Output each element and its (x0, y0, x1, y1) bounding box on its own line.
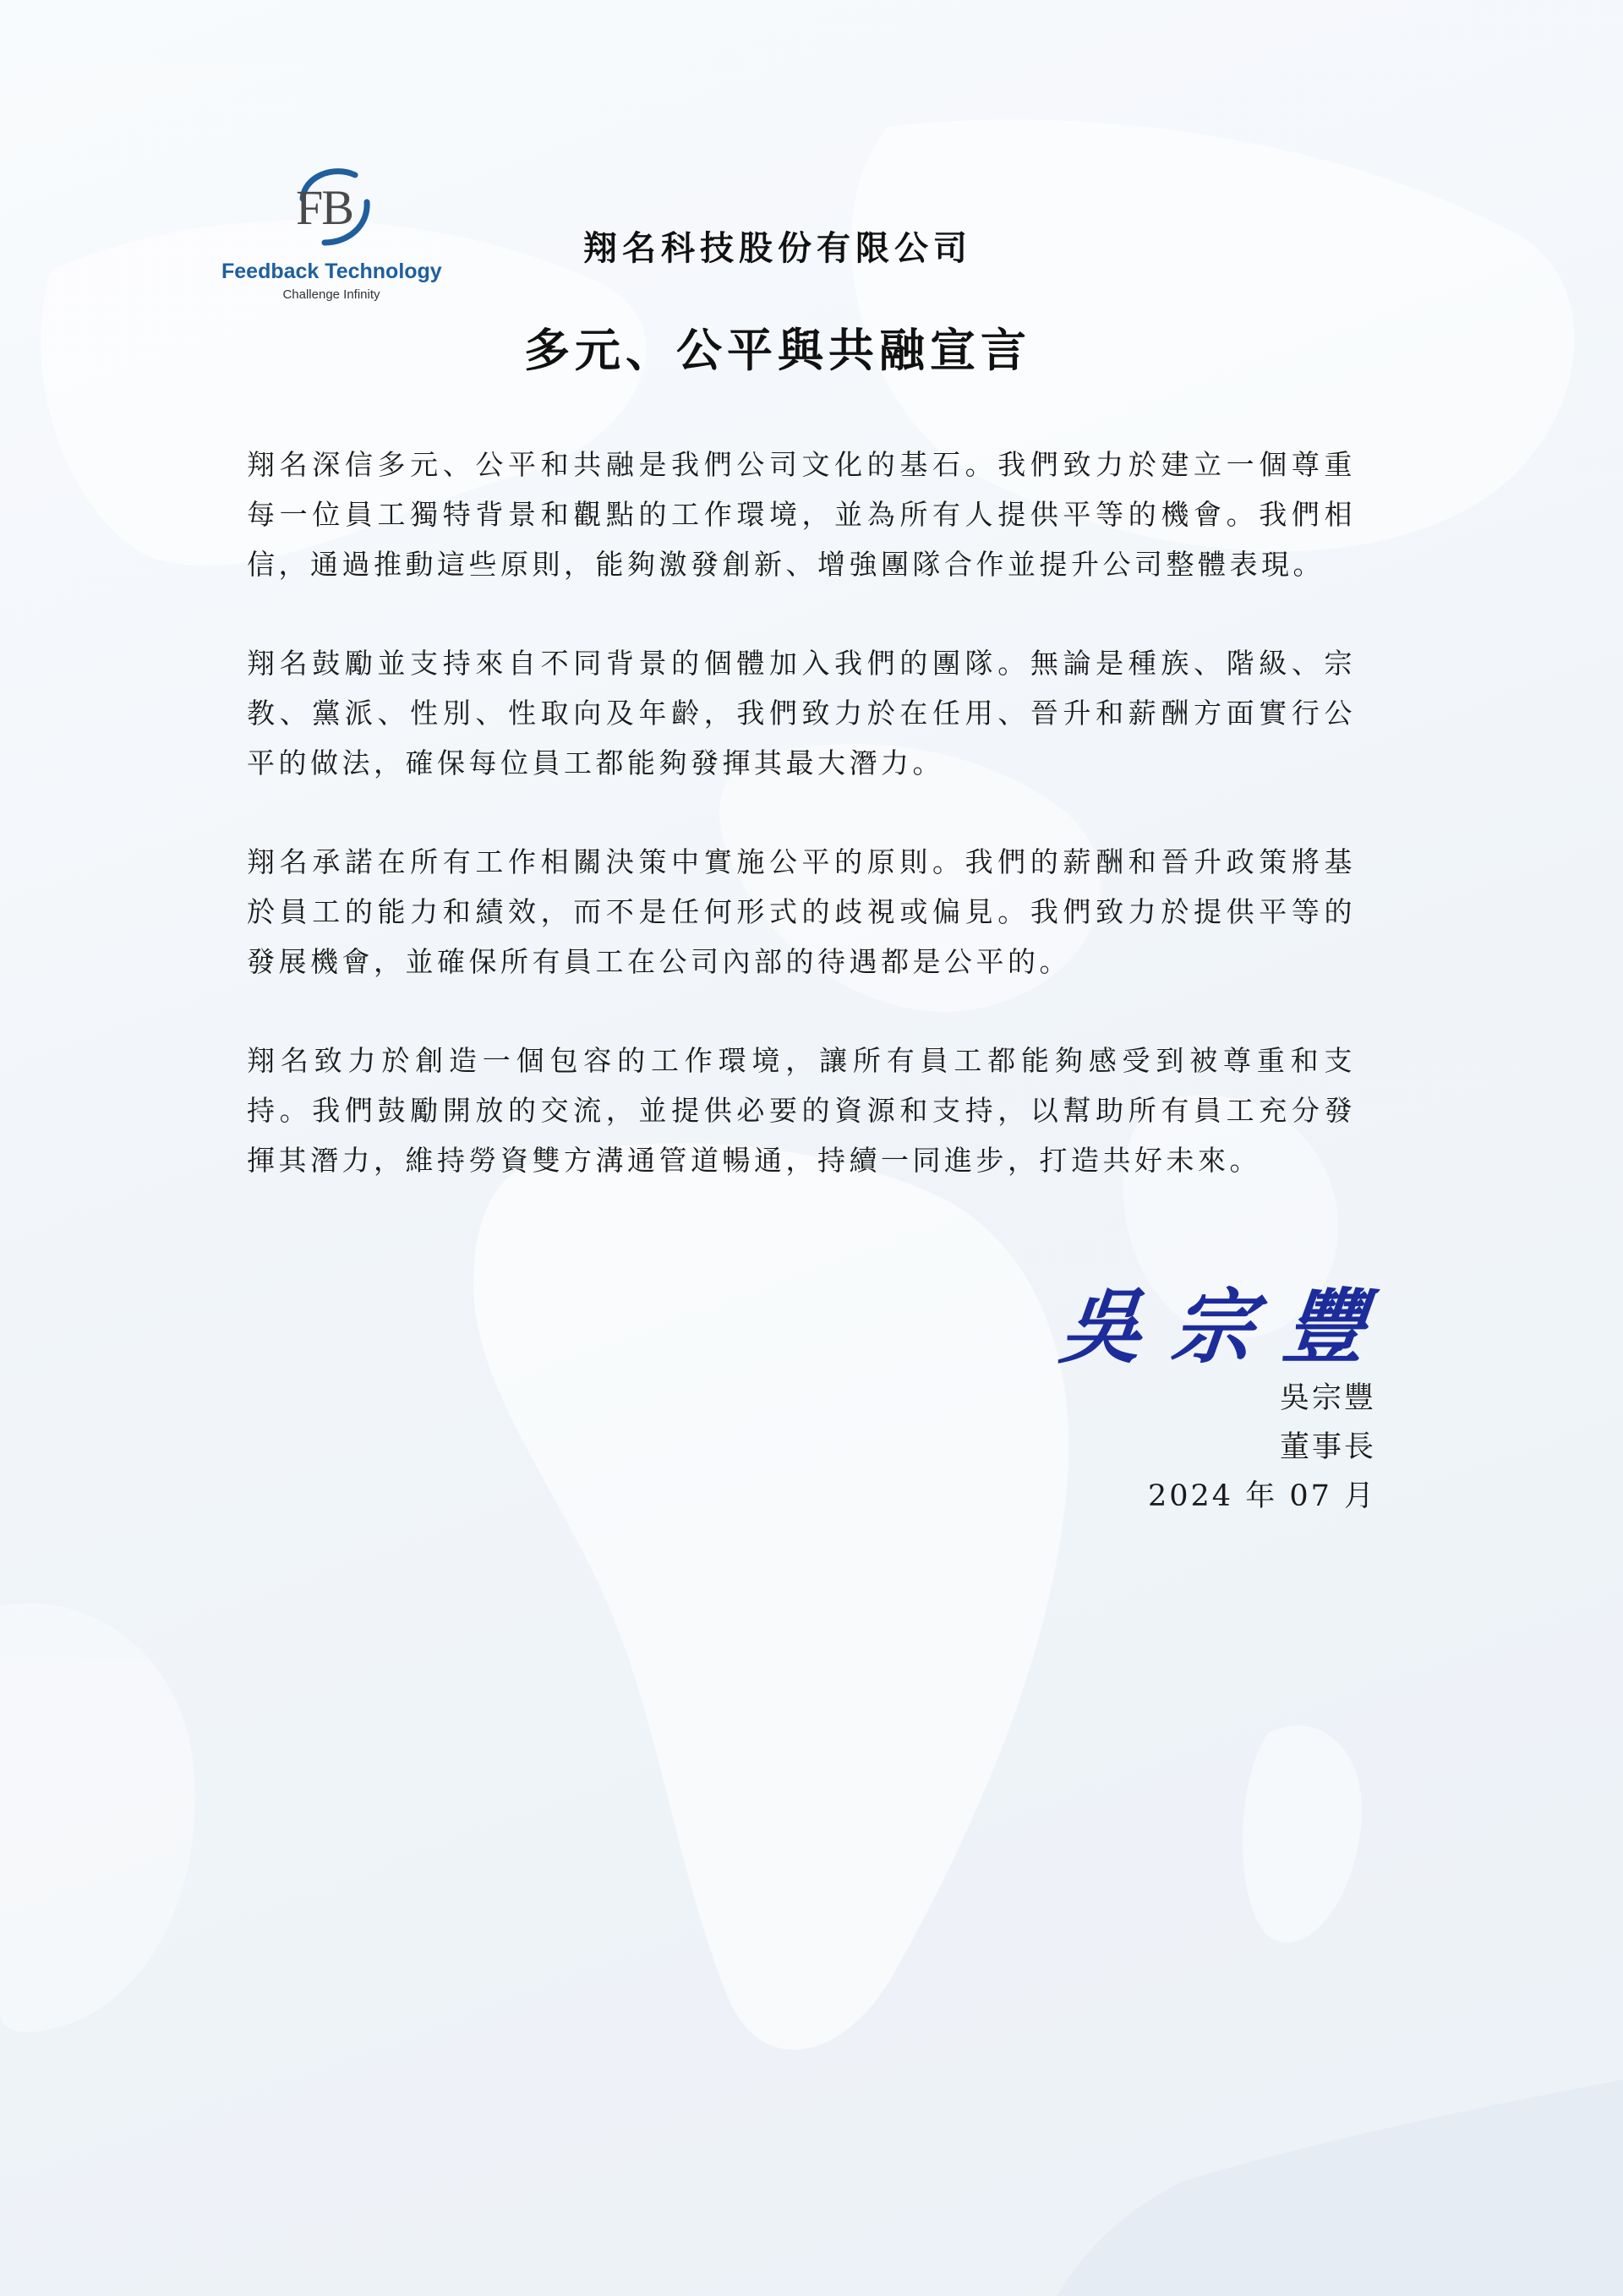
signer-name: 吳宗豐 (1279, 1381, 1376, 1415)
logo-mark: FB (296, 180, 352, 235)
signature-block (1148, 1374, 1376, 1521)
paragraph-1: 翔名深信多元、公平和共融是我們公司文化的基石。我們致力於建立一個尊重每一位員工獨特背景和觀點的工作環境，並為所有人提供平等的機會。我們相信，通過推動這些原則，能夠激發創新、增強團隊合作並提升公司整體表現。 (247, 448, 1356, 581)
paragraph-4: 翔名致力於創造一個包容的工作環境，讓所有員工都能夠感受到被尊重和支持。我們鼓勵開放的交流，並提供必要的資源和支持，以幫助所有員工充分發揮其潛力，維持勞資雙方溝通管道暢通，持續一同進步，打造共好未來。 (247, 1044, 1356, 1177)
signing-date: 2024 年 07 月 (1148, 1479, 1376, 1513)
paragraph-2: 翔名鼓勵並支持來自不同背景的個體加入我們的團隊。無論是種族、階級、宗教、黨派、性別、性取向及年齡，我們致力於在任用、晉升和薪酬方面實行公平的做法，確保每位員工都能夠發揮其最大潛力。 (247, 647, 1356, 779)
logo-name: Feedback Technology (221, 260, 442, 283)
document-body (247, 440, 1356, 1234)
logo-tagline: Challenge Infinity (282, 287, 380, 302)
paragraph-3: 翔名承諾在所有工作相關決策中實施公平的原則。我們的薪酬和晉升政策將基於員工的能力和績效，而不是任何形式的歧視或偏見。我們致力於提供平等的發展機會，並確保所有員工在公司內部的待遇都是公平的。 (247, 845, 1356, 978)
company-name: 翔名科技股份有限公司 (583, 228, 972, 268)
signer-position: 董事長 (1279, 1430, 1376, 1464)
handwritten-signature: 吳宗豐 (1056, 1279, 1401, 1375)
document-title: 多元、公平與共融宣言 (524, 323, 1031, 377)
